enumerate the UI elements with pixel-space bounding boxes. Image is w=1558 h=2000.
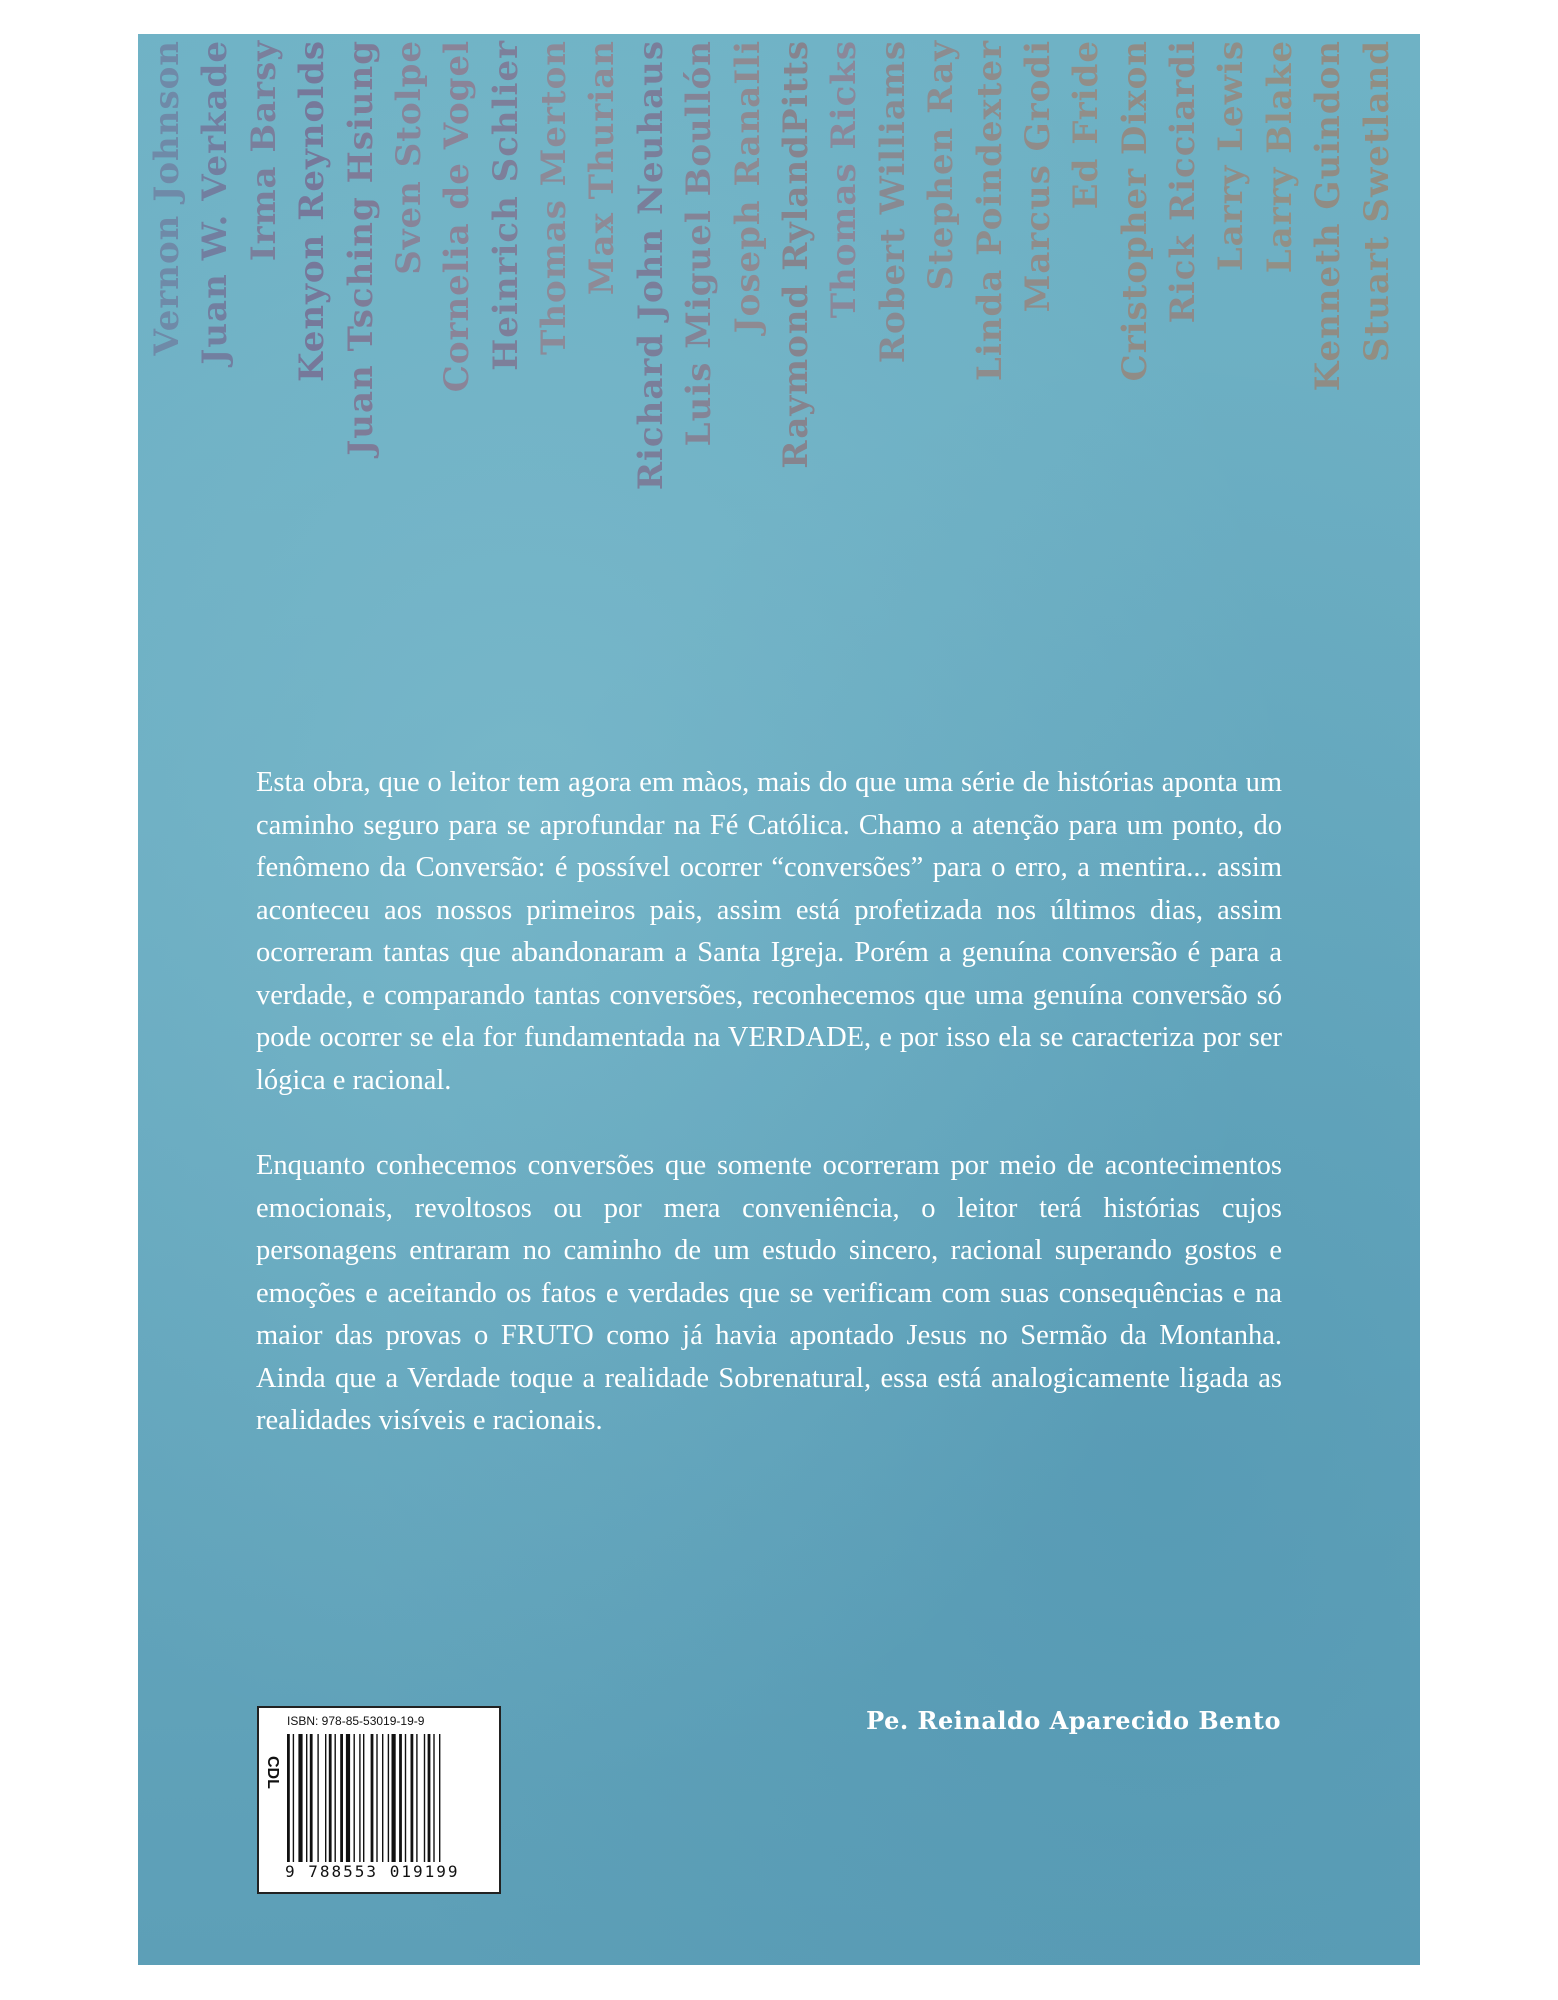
convert-name: Irma Barsy: [243, 40, 284, 262]
convert-name: Linda Poindexter: [969, 40, 1010, 382]
barcode-label: [257, 1706, 501, 1894]
convert-name: Juan Tsching Hsiung: [340, 40, 381, 456]
convert-name: Kenyon Reynolds: [292, 40, 333, 383]
barcode-icon: [287, 1734, 487, 1862]
convert-names-list: [147, 40, 1408, 540]
barcode-digits: 9 788553 019199: [285, 1862, 460, 1881]
convert-name: Max Thurian: [582, 40, 623, 296]
convert-name: Kenneth Guindon: [1308, 40, 1349, 392]
convert-name: Thomas Ricks: [824, 40, 865, 319]
convert-name: Richard John Neuhaus: [630, 40, 671, 491]
book-back-cover: [138, 34, 1420, 1965]
blurb-paragraph-1: Esta obra, que o leitor tem agora em màos, mais do que uma série de histórias aponta um caminho seguro para se aprofundar na Fé Católica. Chamo a atenção para um ponto, do fenômeno da Conversão: é possível ocorrer “conversões” para o erro, a mentira... assim aconteceu aos nossos primeiros pais, assim está profetizada nos últimos dias, assim ocorreram tantas que abandonaram a Santa Igreja. Porém a genuína conversão é para a verdade, e comparando tantas conversões, reconhecemos que uma genuína conversão só pode ocorrer se ela for fundamentada na VERDADE, e por isso ela se caracteriza por ser lógica e racional.: [256, 767, 1282, 1096]
convert-name: Sven Stolpe: [388, 40, 429, 275]
convert-name: Joseph RanaIli: [727, 40, 768, 334]
convert-name: Juan W. Verkade: [195, 40, 236, 365]
convert-name: Marcus Grodi: [1017, 40, 1058, 313]
convert-name: Ed Fride: [1066, 40, 1107, 210]
author-signature: Pe. Reinaldo Aparecido Bento: [866, 1706, 1281, 1735]
isbn-text: ISBN: 978-85-53019-19-9: [287, 1714, 425, 1728]
convert-name: Larry Blake: [1259, 40, 1300, 274]
back-cover-text: [256, 762, 1282, 1486]
convert-name: Larry Lewis: [1211, 40, 1252, 272]
convert-name: Luis Miguel Boullón: [679, 40, 720, 447]
convert-name: Vernon Johnson: [147, 40, 187, 356]
convert-name: Heinrich Schlier: [485, 40, 526, 371]
convert-name: Raymond RylandPitts: [776, 40, 816, 469]
convert-name: Cornelia de Vogel: [437, 40, 478, 393]
convert-name: Thomas Merton: [534, 40, 575, 355]
convert-name: Stuart Swetland: [1356, 40, 1397, 363]
convert-name: Stephen Ray: [921, 40, 962, 291]
blurb-paragraph-2: Enquanto conhecemos conversões que somente ocorreram por meio de acontecimentos emocionais, revoltosos ou por mera conveniência, o leitor terá histórias cujos personagens entraram no caminho de um estudo sincero, racional superando gostos e emoções e aceitando os fatos e verdades que se verificam com suas consequências e na maior das provas o FRUTO como já havia apontado Jesus no Sermão da Montanha. Ainda que a Verdade toque a realidade Sobrenatural, essa está analogicamente ligada as realidades visíveis e racionais.: [256, 1150, 1282, 1436]
publisher-logo: CDL: [264, 1756, 281, 1789]
convert-name: Rick Ricciardi: [1163, 40, 1204, 324]
convert-name: Robert Williams: [872, 40, 913, 364]
convert-name: Cristopher Dixon: [1114, 40, 1155, 382]
